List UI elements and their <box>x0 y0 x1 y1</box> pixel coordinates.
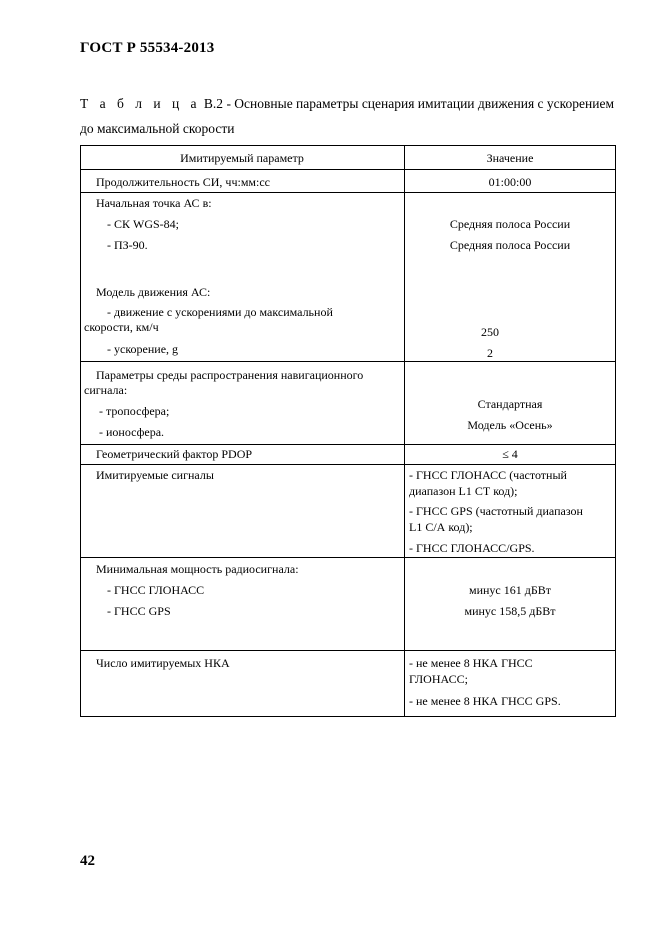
motion-model-accel-cont: скорости, км/ч <box>84 320 159 334</box>
caption-text: - Основные параметры сценария имитации движения с ускорением <box>226 96 614 111</box>
table-border-top <box>80 145 616 146</box>
table-caption-line2: до максимальной скорости <box>80 121 235 136</box>
row-divider <box>80 557 616 558</box>
document-code: ГОСТ Р 55534-2013 <box>80 40 215 56</box>
column-header-value: Значение <box>486 151 534 165</box>
duration-label: Продолжительность СИ, чч:мм:сс <box>96 175 271 189</box>
signals-value-1: - ГНСС ГЛОНАСС (частотный <box>409 468 567 482</box>
signals-value-1-cont: диапазон L1 СТ код); <box>409 484 518 498</box>
min-power-label: Минимальная мощность радиосигнала: <box>96 562 299 576</box>
nka-value-2: - не менее 8 НКА ГНСС GPS. <box>409 694 561 708</box>
min-power-gps-value: минус 158,5 дБВт <box>464 604 556 618</box>
table-border-bottom <box>80 716 616 717</box>
min-power-gps: - ГНСС GPS <box>107 604 171 618</box>
table-border-left <box>80 145 81 717</box>
row-divider <box>80 192 616 193</box>
table-caption <box>80 96 616 112</box>
row-divider <box>80 464 616 465</box>
signals-value-2: - ГНСС GPS (частотный диапазон <box>409 504 583 518</box>
column-header-parameter: Имитируемый параметр <box>180 151 304 165</box>
propagation-label: Параметры среды распространения навигационного <box>96 368 364 382</box>
motion-model-speed-value: 250 <box>481 325 499 339</box>
motion-model-accel: - движение с ускорениями до максимальной <box>107 305 333 319</box>
row-divider <box>80 169 616 170</box>
caption-lead: Т а б л и ц а <box>80 96 201 111</box>
pdop-value: ≤ 4 <box>502 447 518 461</box>
nka-value-1: - не менее 8 НКА ГНСС <box>409 656 533 670</box>
caption-number: В.2 <box>203 96 224 111</box>
min-power-glonass: - ГНСС ГЛОНАСС <box>107 583 205 597</box>
pdop-label: Геометрический фактор PDOP <box>96 447 253 461</box>
start-point-sk-value: Средняя полоса России <box>449 217 571 231</box>
propagation-iono-value: Модель «Осень» <box>467 418 553 432</box>
propagation-tropo: - тропосфера; <box>99 404 170 418</box>
signals-value-2-cont: L1 С/А код); <box>409 520 473 534</box>
start-point-label: Начальная точка АС в: <box>96 196 212 210</box>
row-divider <box>80 361 616 362</box>
row-divider <box>80 444 616 445</box>
propagation-label-cont: сигнала: <box>84 383 128 397</box>
motion-model-label: Модель движения АС: <box>96 285 211 299</box>
signals-value-3: - ГНСС ГЛОНАСС/GPS. <box>409 541 535 555</box>
min-power-glonass-value: минус 161 дБВт <box>468 583 551 597</box>
motion-model-g-value: 2 <box>487 346 493 360</box>
propagation-tropo-value: Стандартная <box>477 397 543 411</box>
propagation-iono: - ионосфера. <box>99 425 165 439</box>
row-divider <box>80 650 616 651</box>
duration-value: 01:00:00 <box>488 175 532 189</box>
start-point-sk: - СК WGS-84; <box>107 217 179 231</box>
nka-value-1-cont: ГЛОНАСС; <box>409 672 468 686</box>
start-point-pz: - ПЗ-90. <box>107 238 148 252</box>
nka-label: Число имитируемых НКА <box>96 656 230 670</box>
motion-model-g: - ускорение, g <box>107 342 179 356</box>
page-number: 42 <box>80 853 95 869</box>
start-point-pz-value: Средняя полоса России <box>449 238 571 252</box>
signals-label: Имитируемые сигналы <box>96 468 214 482</box>
